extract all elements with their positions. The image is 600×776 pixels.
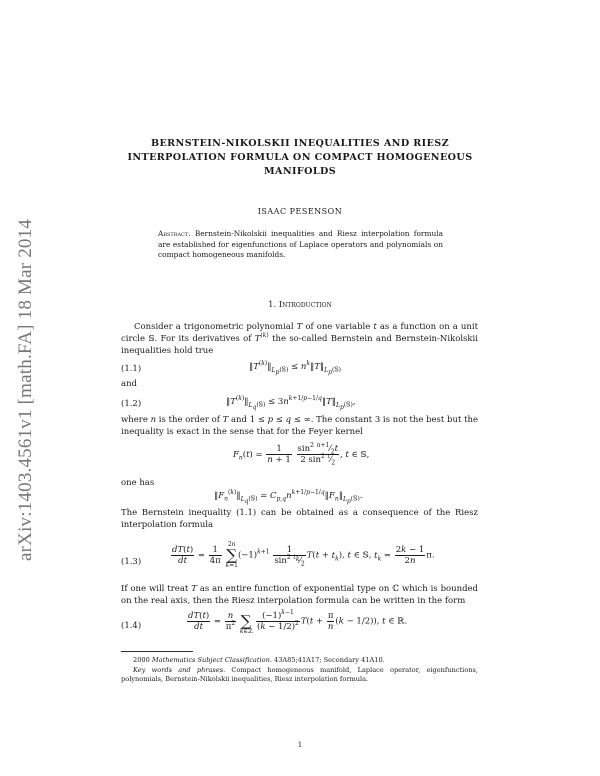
title-line-3: MANIFOLDS [263, 166, 337, 177]
equation-number-1-3: (1.3) [121, 557, 142, 567]
keywords-label: Key words and phrases. [133, 665, 226, 674]
footnote-rule [121, 651, 193, 652]
p2-text-c: and [228, 415, 250, 425]
section-title: Introduction [278, 299, 332, 309]
p1-text-d: the so-called Bernstein and Bernstein-Nikolskii inequalities hold true [121, 334, 478, 357]
title-line-1: BERNSTEIN-NIKOLSKII INEQUALITIES AND RIESZ [150, 138, 450, 149]
msc-year: 2000 [133, 656, 152, 664]
equation-1-2: $‖T^{(k)}‖_{L_q(𝕊)}$ ≤ $3n^{k+1/p-1/q}‖T‖_{L_p(𝕊)}$, [226, 395, 356, 411]
arxiv-identifier [8, 180, 44, 600]
section-heading [120, 299, 480, 309]
paragraph-3: The Bernstein inequality (1.1) can be obtained as a consequence of the Riesz interpolation formula [121, 508, 478, 531]
keywords-line [121, 666, 478, 685]
msc-line [121, 656, 478, 666]
abstract-text: Bernstein-Nikolskii inequalities and Riesz interpolation formula are established for eigenfunctions of Laplace operators and polynomials on compact homogeneous manifolds. [158, 229, 443, 259]
abstract-label: Abstract. [158, 229, 191, 238]
footnote [121, 656, 478, 685]
p4-text-b: as an entire function of exponential type on ℂ which is bounded on the real axis, then the Riesz interpolation formula can be written in the form [121, 584, 478, 607]
p2-text-d: . The constant 3 is not the best but the inequality is exact in the sense that for the Feyer kernel [121, 415, 478, 438]
keywords-text: Compact homogeneous manifold, Laplace operator, eigenfunctions, polynomials, Bernstein-Nikolskii inequalities, Riesz interpolation formula. [121, 665, 478, 684]
equation-number-1-1: (1.1) [121, 364, 142, 374]
p2-text-a: where [121, 415, 151, 425]
equation-number-1-2: (1.2) [121, 399, 142, 409]
feyer-norm-equation: $‖F_n^{(k)}‖_{L_q(𝕊)}$ = $C_{p,q}n^{k+1/p-1/q}‖F_n‖_{L_p(𝕊)}$. [214, 489, 363, 505]
equation-number-1-4: (1.4) [121, 621, 142, 631]
abstract [158, 229, 443, 261]
title-line-2: INTERPOLATION FORMULA ON COMPACT HOMOGENEOUS [127, 152, 473, 163]
paragraph-2: where n is the order of T and 1 ≤ p ≤ q ≤ ∞. The constant 3 is not the best but the inequality is exact in the sense that for the Feyer kernel [121, 415, 478, 438]
page-number: 1 [297, 741, 303, 749]
paragraph-4: If one will treat T as an entire function of exponential type on ℂ which is bounded on the real axis, then the Riesz interpolation formula can be written in the form [121, 584, 478, 607]
and-text: and [121, 379, 137, 389]
p1-text-a: Consider a trigonometric polynomial [134, 322, 297, 332]
p1-text-c: as a function on a unit circle 𝕊. For its derivatives of [121, 322, 478, 345]
paragraph-1: Consider a trigonometric polynomial T of one variable t as a function on a unit circle 𝕊. For its derivatives of $T^{(k)}$ the so-called Bernstein and Bernstein-Nikolskii inequalities hold true [121, 322, 478, 357]
equation-1-3: $\frac{dT(t)}{dt}$ = $\frac{1}{4\pi}$ 2n ∑ $k=1(-1)^{k+1}$ $\frac{1}{\sin^2 ^{t_k}⁄_2}$ $T(t + t_k)$, t ∈ 𝕊, $t_k$ = $\frac{2k - 1}{2n}$ π. [172, 541, 435, 569]
feyer-kernel-equation: $F_n(t)$ = $\frac{1}{n + 1}$ $\frac{\sin^2 ^{n+1}⁄_2t}{2 \sin^2 ^t⁄_2}$ , t ∈ 𝕊, [233, 442, 370, 467]
msc-codes: 43A85;41A17; Secondary 41A10. [271, 656, 385, 664]
paper-title [120, 137, 480, 179]
p1-text-b: of one variable [302, 322, 374, 332]
one-has-text: one has [121, 478, 155, 488]
author-name: ISAAC PESENSON [257, 207, 343, 216]
msc-label: Mathematics Subject Classification. [151, 656, 272, 664]
section-number: 1. [268, 299, 277, 309]
p2-text-b: is the order of [156, 415, 223, 425]
equation-1-1: $‖T^{(k)}‖_{L_p(𝕊)}$ ≤ $n^k‖T‖_{L_p(𝕊)}$ [249, 360, 342, 376]
p4-text-a: If one will treat [121, 584, 192, 594]
arxiv-identifier-text: arXiv:1403.4561v1 [math.FA] 18 Mar 2014 [15, 218, 36, 562]
equation-1-4: $\frac{dT(t)}{dt}$ = $\frac{n}{\pi^2}$ ∑ k∈ℤ $\frac{(-1)^{k-1}}{(k - 1/2)^2}$ T(t + $\frac{\pi}{n}$ (k − 1/2)), t ∈ ℝ. [188, 608, 408, 635]
